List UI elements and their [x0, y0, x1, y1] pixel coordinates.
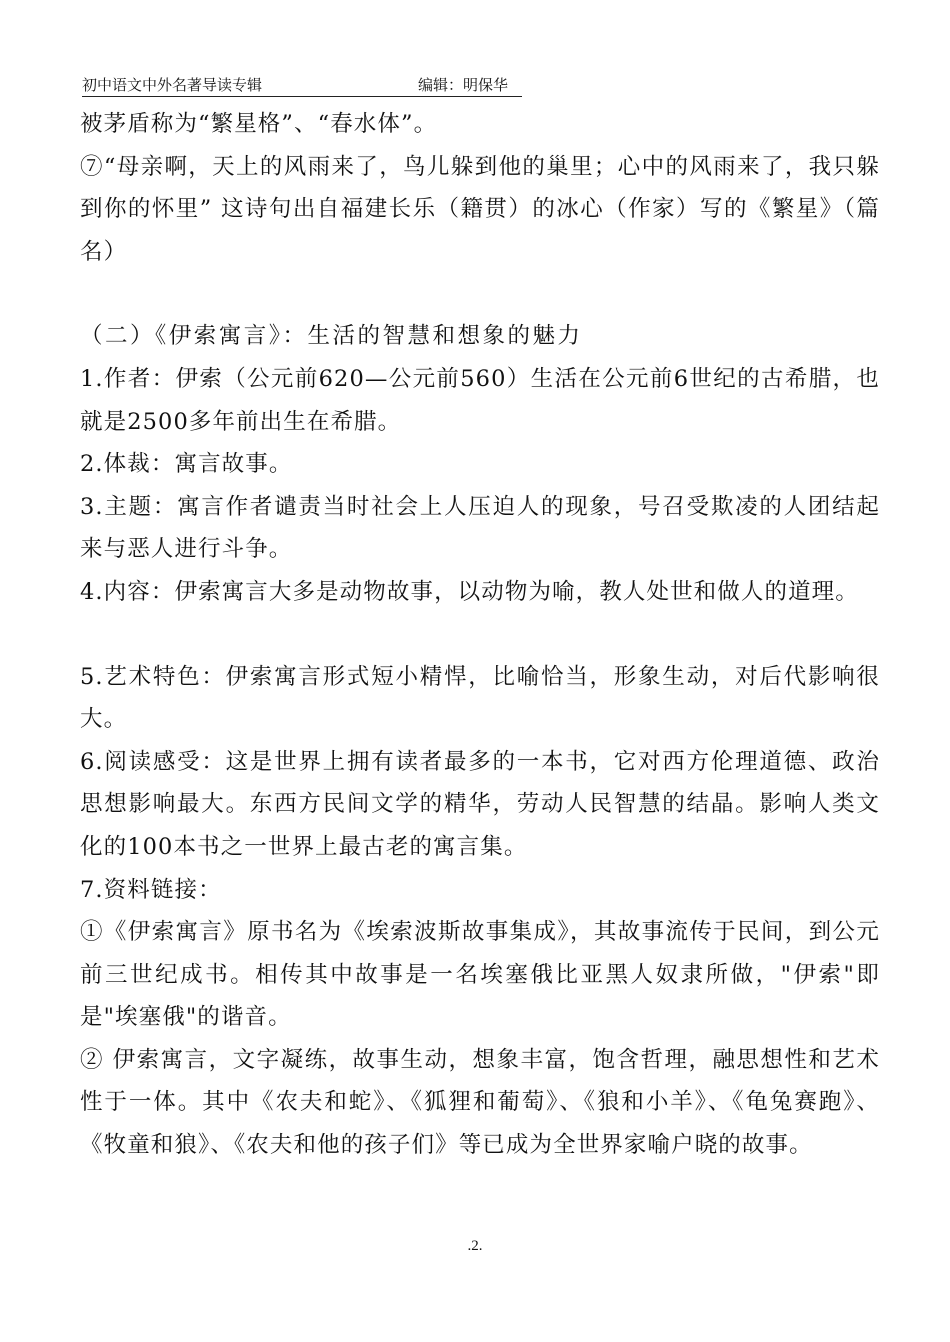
paragraph-resource-1: ①《伊索寓言》原书名为《埃索波斯故事集成》，其故事流传于民间，到公元前三世纪成书。相传其中故事是一名埃塞俄比亚黑人奴隶所做，"伊索"即是"埃塞俄"的谐音。: [80, 919, 880, 1031]
page-header: [82, 76, 522, 97]
paragraph-resource-2: ② 伊索寓言，文字凝练，故事生动，想象丰富，饱含哲理，融思想性和艺术性于一体。其中《农夫和蛇》、《狐狸和葡萄》、《狼和小羊》、《龟兔赛跑》、《牧童和狼》、《农夫和他的孩子们》等已成为全世界家喻户晓的故事。: [80, 1046, 880, 1159]
paragraph-genre: 2.体裁：寓言故事。: [80, 451, 293, 478]
document-body: [80, 103, 880, 1167]
header-title: 初中语文中外名著导读专辑: [82, 78, 263, 94]
paragraph-fanxingge: 被茅盾称为“繁星格”、“春水体”。: [80, 111, 438, 137]
paragraph-reading-feeling: 6.阅读感受：这是世界上拥有读者最多的一本书，它对西方伦理道德、政治思想影响最大。东西方民间文学的精华，劳动人民智慧的结晶。影响人类文化的100本书之一世界上最古老的寓言集。: [80, 748, 880, 860]
paragraph-content: 4.内容：伊索寓言大多是动物故事，以动物为喻，教人处世和做人的道理。: [80, 578, 859, 605]
blank-line: [80, 273, 880, 315]
blank-line: [80, 614, 880, 656]
paragraph-art-features: 5.艺术特色：伊索寓言形式短小精悍，比喻恰当，形象生动，对后代影响很大。: [80, 663, 880, 733]
page-number: .2.: [467, 1238, 483, 1254]
paragraph-theme: 3.主题：寓言作者谴责当时社会上人压迫人的现象，号召受欺凌的人团结起来与恶人进行斗争。: [80, 493, 880, 563]
section-heading-aesop: （二）《伊索寓言》：生活的智慧和想象的魅力: [80, 323, 583, 350]
paragraph-poem-quote: ⑦“母亲啊，天上的风雨来了，鸟儿躲到他的巢里；心中的风雨来了，我只躲到你的怀里” 这诗句出自福建长乐（籍贯）的冰心（作家）写的《繁星》（篇名）: [80, 153, 880, 265]
paragraph-resources-heading: 7.资料链接：: [80, 876, 222, 903]
header-editor: 编辑：明保华: [418, 78, 509, 94]
paragraph-author: 1.作者：伊索（公元前620—公元前560）生活在公元前6世纪的古希腊，也就是2500多年前出生在希腊。: [80, 365, 880, 435]
